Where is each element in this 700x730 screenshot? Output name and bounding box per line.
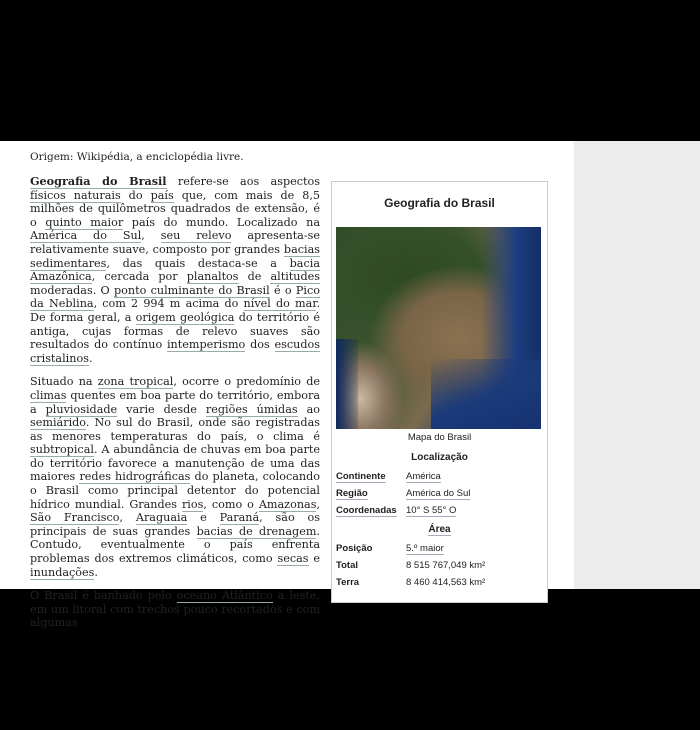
- text-run: do: [120, 188, 151, 202]
- wiki-link[interactable]: pluviosidade: [45, 402, 118, 416]
- text-run: .: [88, 351, 93, 365]
- wiki-link[interactable]: escudos cristalinos: [30, 338, 320, 365]
- wiki-link[interactable]: Geografia do Brasil: [30, 174, 167, 188]
- wiki-link[interactable]: ponto culminante do Brasil: [114, 283, 270, 297]
- row-value: 8 515 767,049 km²: [406, 560, 486, 571]
- text-run: do planeta, colocando o Brasil como principal detentor do potencial hídrico mundial. Grandes: [30, 470, 320, 511]
- row-key: Terra: [336, 577, 360, 588]
- wiki-link[interactable]: oceano Atlântico: [176, 589, 273, 603]
- wiki-link[interactable]: bacia Amazônica: [30, 256, 320, 284]
- wiki-link[interactable]: altitudes: [270, 270, 320, 284]
- text-run: . No sul do Brasil, onde são registradas as menores temperaturas do país, o clima é: [30, 416, 320, 443]
- row-value[interactable]: 5.º maior: [406, 543, 444, 554]
- row-value[interactable]: América: [406, 471, 441, 482]
- wiki-link[interactable]: Araguaia: [135, 511, 188, 525]
- wiki-link[interactable]: nível do mar: [243, 297, 317, 311]
- paragraph-climate: [30, 375, 320, 579]
- wiki-link[interactable]: inundações: [30, 565, 95, 579]
- southeast-ocean-shape: [431, 359, 541, 429]
- infobox: [331, 181, 548, 603]
- wiki-link[interactable]: rios: [181, 497, 204, 511]
- text-run: ao: [297, 402, 320, 416]
- row-key[interactable]: Coordenadas: [336, 505, 397, 516]
- text-run: ,: [141, 229, 161, 243]
- wiki-link[interactable]: Amazonas: [258, 497, 317, 511]
- infobox-title: Geografia do Brasil: [384, 196, 495, 210]
- row-value[interactable]: 10° S 55° O: [406, 505, 457, 516]
- text-run: ,: [119, 511, 136, 525]
- wiki-link[interactable]: climas: [30, 388, 67, 402]
- source-note: Origem: Wikipédia, a enciclopédia livre.: [30, 151, 244, 163]
- text-run: a leste, em um litoral com trechos pouco recortados e com algumas: [30, 589, 320, 630]
- text-run: , cercada por: [91, 270, 187, 284]
- wiki-link[interactable]: secas: [277, 552, 309, 566]
- row-value: 8 460 414,563 km²: [406, 577, 486, 588]
- text-run: e: [308, 552, 320, 566]
- text-run: do território é antiga, cujas formas de relevo suaves são resultados do contínuo: [30, 310, 320, 352]
- text-run: , das quais destaca-se a: [106, 256, 290, 270]
- row-key: Total: [336, 560, 358, 571]
- wiki-link[interactable]: origem geológica: [135, 310, 235, 324]
- text-run: , como o: [203, 497, 259, 511]
- row-key[interactable]: Continente: [336, 471, 386, 482]
- text-run: de: [238, 270, 271, 284]
- text-run: , com 2 994 m acima do: [93, 297, 244, 311]
- wiki-link[interactable]: Pico da Neblina: [30, 283, 320, 311]
- text-run: , são os principais de suas grandes: [30, 511, 321, 538]
- row-key[interactable]: Região: [336, 488, 368, 499]
- wiki-link[interactable]: Paraná: [219, 511, 260, 525]
- wiki-link[interactable]: São Francisco: [30, 511, 120, 525]
- text-run: . De forma geral, a: [30, 297, 320, 324]
- row-key: Posição: [336, 543, 373, 554]
- text-run: refere-se aos aspectos: [166, 175, 320, 188]
- text-run: quentes em boa parte do território, embora a: [30, 388, 320, 416]
- text-run: .: [94, 565, 98, 579]
- text-run: Situado na: [30, 375, 98, 389]
- wiki-link[interactable]: redes hidrográficas: [79, 470, 191, 484]
- wiki-link[interactable]: regiões úmidas: [205, 402, 298, 416]
- wiki-link[interactable]: América do Sul: [30, 229, 142, 243]
- side-gutter: [574, 141, 700, 589]
- map-caption: Mapa do Brasil: [407, 432, 472, 443]
- wiki-link[interactable]: quinto maior: [45, 215, 124, 229]
- paragraph-coast: [30, 589, 320, 630]
- text-run: , ocorre o predomínio de: [173, 375, 320, 389]
- text-run: moderadas. O: [30, 283, 115, 297]
- wiki-link[interactable]: subtropical: [30, 443, 94, 457]
- article-body: [30, 175, 320, 640]
- area-link[interactable]: Área: [428, 524, 451, 535]
- paragraph-relief: [30, 175, 320, 365]
- wiki-link[interactable]: zona tropical: [97, 375, 174, 389]
- text-run: dos: [245, 338, 275, 352]
- row-value[interactable]: América do Sul: [406, 488, 471, 499]
- text-run: . Contudo, eventualmente o país enfrenta problemas dos extremos climáticos, como: [30, 524, 320, 566]
- wiki-link[interactable]: planaltos: [186, 270, 239, 284]
- document-page: [0, 141, 700, 630]
- text-run: ,: [316, 497, 320, 511]
- text-run: país do mundo. Localizado na: [123, 215, 320, 229]
- text-run: que, com mais de 8,5 milhões de quilômetros quadrados de extensão, é o: [30, 188, 321, 229]
- text-run: é o: [269, 283, 296, 297]
- wiki-link[interactable]: intemperismo: [166, 338, 246, 352]
- text-run: varie desde: [117, 402, 206, 416]
- text-run: . A abundância de chuvas em boa parte do território favorece a manutenção de uma das maiores: [30, 443, 320, 484]
- brazil-satellite-map[interactable]: [336, 227, 541, 429]
- section-location-header: Localização: [411, 452, 468, 463]
- wiki-link[interactable]: bacias sedimentares: [30, 242, 320, 270]
- wiki-link[interactable]: semiárido: [30, 416, 86, 430]
- wiki-link[interactable]: bacias de drenagem: [196, 524, 317, 538]
- pacific-ocean-shape: [336, 339, 358, 429]
- text-run: apresenta-se relativamente suave, composto por grandes: [30, 229, 320, 256]
- text-run: O Brasil é banhado pelo: [30, 589, 177, 603]
- wiki-link[interactable]: físicos naturais: [30, 188, 121, 202]
- wiki-link[interactable]: país: [150, 188, 174, 202]
- text-run: e: [187, 511, 220, 525]
- wiki-link[interactable]: seu relevo: [160, 229, 232, 243]
- section-area-header: [332, 524, 547, 535]
